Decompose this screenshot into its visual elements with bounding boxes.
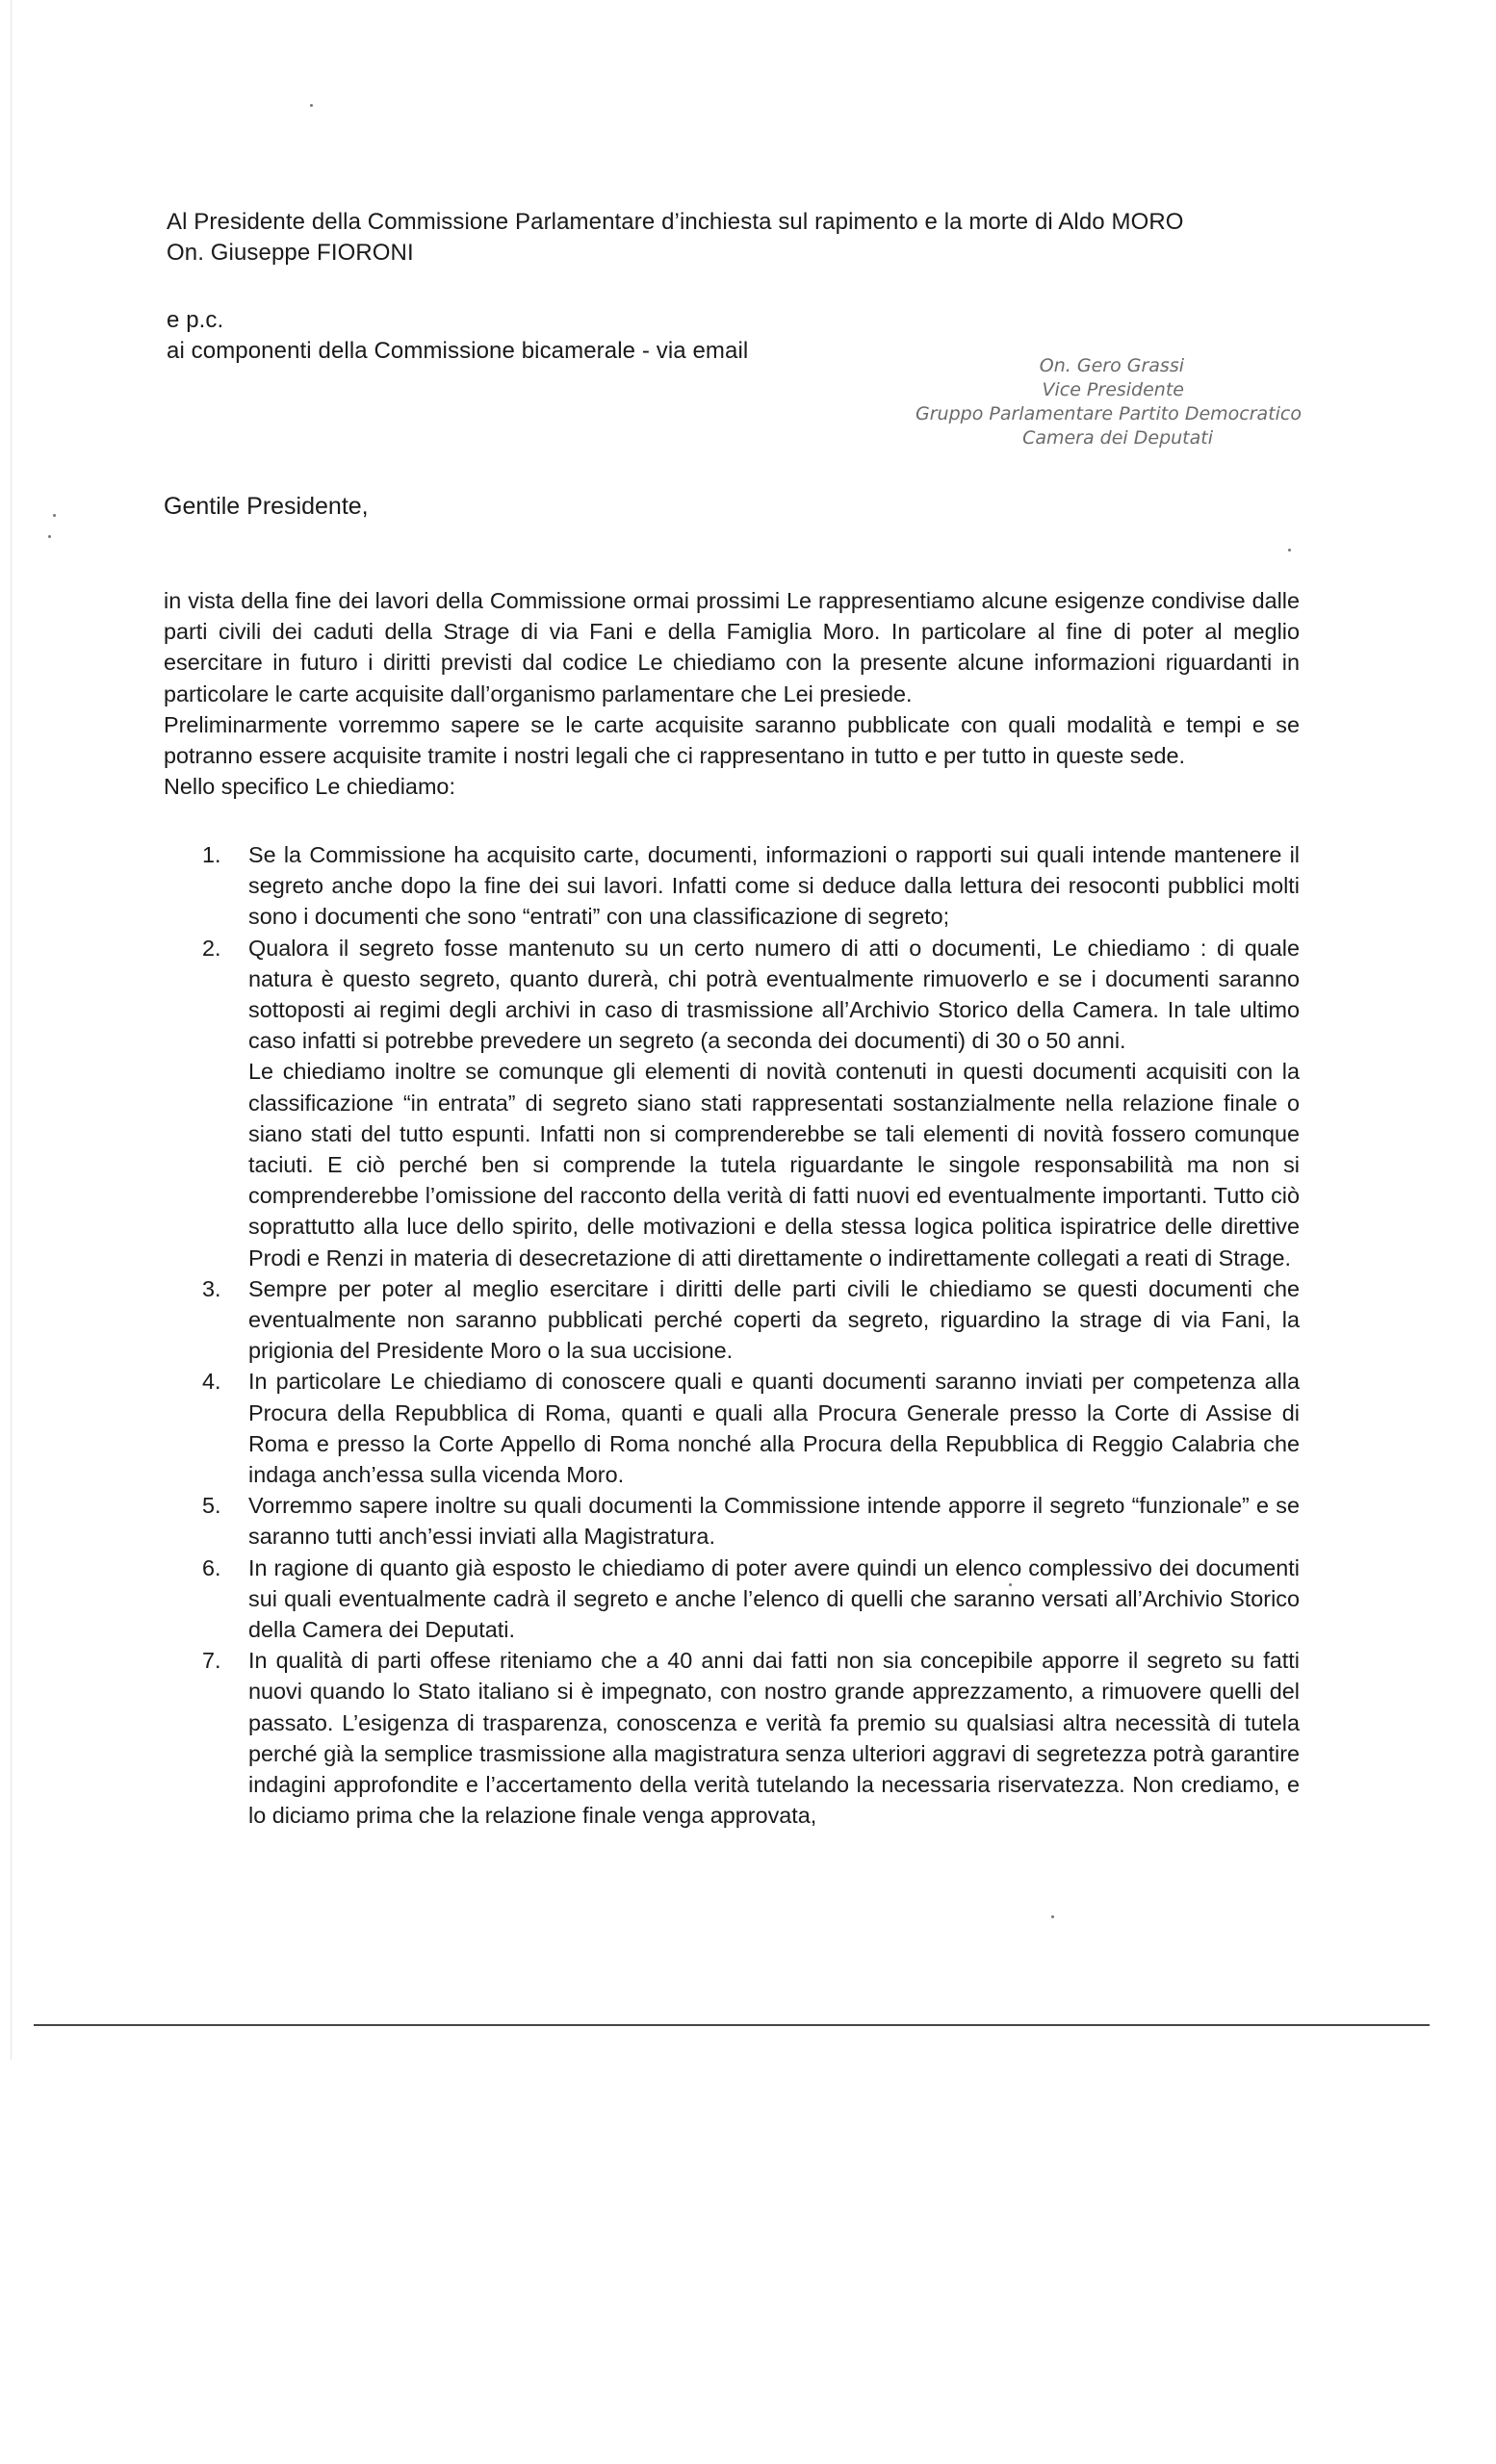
list-item bbox=[202, 1645, 1300, 1831]
item-number: 6. bbox=[202, 1554, 221, 1580]
list-item bbox=[202, 1553, 1300, 1646]
sender-stamp bbox=[866, 354, 1309, 450]
scan-speck bbox=[1009, 1583, 1012, 1586]
item-text: In ragione di quanto già esposto le chiediamo di poter avere quindi un elenco complessivo dei documenti sui quali eventualmente cadrà il segreto e anche l’elenco di quelli che saranno versati all’Archivio Storico della Camera dei Deputati. bbox=[248, 1554, 1300, 1643]
item-number: 2. bbox=[202, 935, 221, 961]
greeting: Gentile Presidente, bbox=[164, 493, 369, 520]
item-text: Se la Commissione ha acquisito carte, documenti, informazioni o rapporti sui quali intende mantenere il segreto anche dopo la fine dei sui lavori. Infatti come si deduce dalla lettura dei resoconti pubblici molti sono i documenti che sono “entrati” con una classificazione di segreto; bbox=[248, 842, 1300, 930]
scan-speck bbox=[48, 535, 51, 538]
list-item bbox=[202, 1490, 1300, 1552]
item-number: 4. bbox=[202, 1369, 221, 1395]
intro-paragraph: in vista della fine dei lavori della Commissione ormai prossimi Le rappresentiamo alcune esigenze condivise dalle parti civili dei caduti della Strage di via Fani e della Famiglia Moro. In particolare al fine di poter al meglio esercitare in futuro i diritti previsti dal codice Le chiediamo con la presente alcune informazioni riguardanti in particolare le carte acquisite dall’organismo parlamentare che Lei presiede. bbox=[164, 588, 1300, 706]
item-number: 1. bbox=[202, 842, 221, 867]
scan-speck bbox=[53, 514, 56, 517]
scan-speck bbox=[1051, 1915, 1054, 1918]
letter-body bbox=[164, 585, 1300, 802]
specific-request: Nello specifico Le chiediamo: bbox=[164, 774, 455, 800]
cc-label: e p.c. bbox=[167, 307, 224, 333]
scan-speck bbox=[1288, 549, 1291, 552]
list-item bbox=[202, 1273, 1300, 1367]
recipient-name: On. Giuseppe FIORONI bbox=[167, 240, 414, 266]
list-item bbox=[202, 1366, 1300, 1490]
request-list bbox=[202, 839, 1300, 1832]
item-number: 7. bbox=[202, 1648, 221, 1674]
item-text: Qualora il segreto fosse mantenuto su un certo numero di atti o documenti, Le chiediamo : di quale natura è questo segreto, quanto durerà, chi potrà eventualmente rimuoverlo e se i documenti saranno sottoposti ai regimi degli archivi in caso di trasmissione all’Archivio Storico della Camera. In tale ultimo caso infatti si potrebbe prevedere un segreto (a seconda dei documenti) di 30 o 50 anni. bbox=[248, 935, 1300, 1054]
item-text: In particolare Le chiediamo di conoscere quali e quanti documenti saranno inviati per competenza alla Procura della Repubblica di Roma, quanti e quali alla Procura Generale presso la Corte di Assise di Roma e presso la Corte Appello di Roma nonché alla Procura della Repubblica di Reggio Calabria che indaga anch’essa sulla vicenda Moro. bbox=[248, 1369, 1300, 1488]
stamp-name: On. Gero Grassi bbox=[1039, 355, 1184, 376]
list-item bbox=[202, 933, 1300, 1273]
item-text: Vorremmo sapere inoltre su quali documenti la Commissione intende apporre il segreto “funzionale” e se saranno tutti anch’essi inviati alla Magistratura. bbox=[248, 1493, 1300, 1550]
stamp-role: Vice Presidente bbox=[1042, 379, 1184, 400]
preliminary-paragraph: Preliminarmente vorremmo sapere se le carte acquisite saranno pubblicate con quali modalità e tempi e se potranno essere acquisite tramite i nostri legali che ci rappresentano in tutto e per tutto in queste sede. bbox=[164, 711, 1300, 769]
item-number: 3. bbox=[202, 1275, 221, 1301]
recipient-line: Al Presidente della Commissione Parlamentare d’inchiesta sul rapimento e la morte di Aldo MORO bbox=[167, 209, 1184, 235]
item-number: 5. bbox=[202, 1493, 221, 1519]
cc-recipients: ai componenti della Commissione bicamerale - via email bbox=[167, 338, 749, 364]
stamp-chamber: Camera dei Deputati bbox=[1022, 427, 1213, 449]
list-item bbox=[202, 839, 1300, 933]
scan-speck bbox=[310, 104, 313, 107]
page-divider bbox=[34, 2024, 1430, 2026]
item-text: Sempre per poter al meglio esercitare i diritti delle parti civili le chiediamo se questi documenti che eventualmente non saranno pubblicati perché coperti da segreto, riguardino la strage di via Fani, la prigionia del Presidente Moro o la sua uccisione. bbox=[248, 1275, 1300, 1364]
stamp-group: Gruppo Parlamentare Partito Democratico bbox=[916, 403, 1302, 424]
item-text: In qualità di parti offese riteniamo che a 40 anni dai fatti non sia concepibile apporre il segreto su fatti nuovi quando lo Stato italiano si è impegnato, con nostro grande apprezzamento, a rimuovere quelli del passato. L’esigenza di trasparenza, conoscenza e verità fa premio su qualsiasi altra necessità di tutela perché già la semplice trasmissione alla magistratura senza ulteriori aggravi di segretezza potrà garantire indagini approfondite e l’accertamento della verità tutelando la necessaria riservatezza. Non crediamo, e lo diciamo prima che la relazione finale venga approvata, bbox=[248, 1648, 1300, 1829]
item-text-continued: Le chiediamo inoltre se comunque gli elementi di novità contenuti in questi documenti acquisiti con la classificazione “in entrata” di segreto siano stati rappresentati sostanzialmente nella relazione finale o siano stati del tutto espunti. Infatti non si comprenderebbe se tali elementi di novità fossero comunque taciuti. E ciò perché ben si comprende la tutela riguardante le singole responsabilità ma non si comprenderebbe l’omissione del racconto della verità di fatti nuovi ed eventualmente importanti. Tutto ciò soprattutto alla luce dello spirito, delle motivazioni e della stessa logica politica ispiratrice delle direttive Prodi e Renzi in materia di desecretazione di atti direttamente o indirettamente collegati a reati di Strage. bbox=[248, 1059, 1300, 1270]
scan-edge bbox=[11, 0, 12, 2060]
